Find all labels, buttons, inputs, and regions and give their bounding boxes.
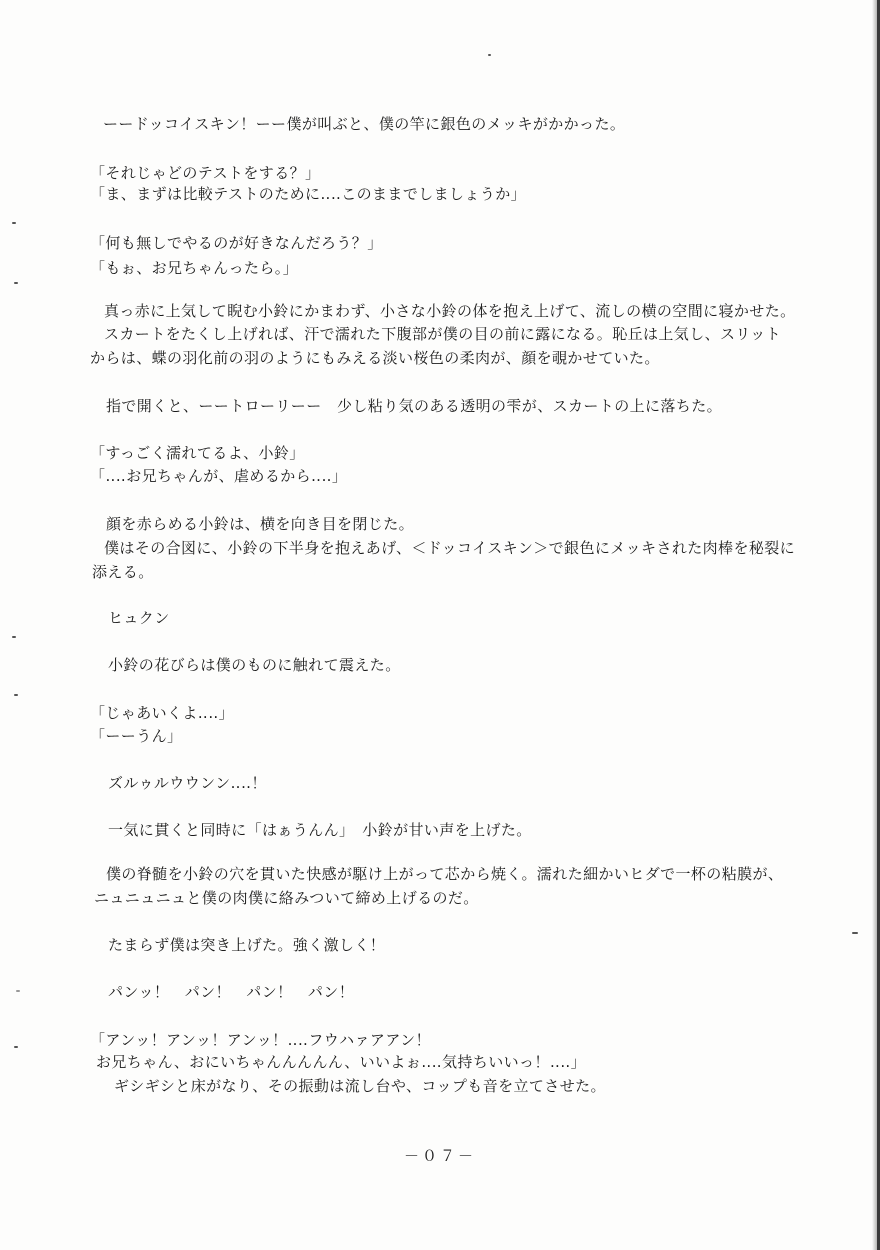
text-line: 「ーーうん」 [90,727,183,745]
text-line: 真っ赤に上気して睨む小鈴にかまわず、小さな小鈴の体を抱え上げて、流しの横の空間に寝かせた。 [104,302,796,320]
scan-speck [16,990,20,992]
text-line: 「すっごく濡れてるよ、小鈴」 [90,444,305,462]
scan-speck [12,222,16,224]
text-line: たまらず僕は突き上げた。強く激しく！ [108,936,386,954]
scan-speck [852,932,858,934]
text-line: 顔を赤らめる小鈴は、横を向き目を閉じた。 [106,515,415,533]
text-line: 指で開くと、ーートローリーー 少し粘り気のある透明の雫が、スカートの上に落ちた。 [106,397,723,415]
scan-speck [14,282,18,284]
text-line: 「何も無しでやるのが好きなんだろう？」 [90,234,383,252]
text-line: 「‥‥お兄ちゃんが、虐めるから‥‥」 [90,467,348,485]
scan-speck [12,636,16,638]
scan-speck [14,694,18,696]
page-number: －０７－ [403,1147,476,1165]
text-line: 「アンッ！アンッ！アンッ！‥‥フウハァアアン！ [90,1031,431,1049]
text-line: ズルゥルウウンン‥‥！ [108,774,267,792]
text-line: 僕はその合図に、小鈴の下半身を抱えあげ、＜ドッコイスキン＞で銀色にメッキされた肉棒を秘裂に [104,539,796,557]
text-line: 添える。 [92,563,154,581]
text-line: ヒュクン [108,609,170,627]
text-line: スカートをたくし上げれば、汗で濡れた下腹部が僕の目の前に露になる。恥丘は上気し、スリット [104,325,782,343]
text-line: 僕の脊髄を小鈴の穴を貫いた快感が駆け上がって芯から焼く。濡れた細かいヒダで一杯の粘膜が、 [106,865,784,883]
text-line: からは、蝶の羽化前の羽のようにもみえる淡い桜色の柔肉が、顔を覗かせていた。 [90,349,660,367]
text-line: 「じゃあいくよ‥‥」 [90,704,235,722]
text-line: 小鈴の花びらは僕のものに触れて震えた。 [108,656,401,674]
text-line: ーードッコイスキン！ーー僕が叫ぶと、僕の竿に銀色のメッキがかかった。 [103,115,626,133]
text-line: 一気に貫くと同時に「はぁうんん」 小鈴が甘い声を上げた。 [108,821,532,839]
scan-speck [488,54,491,56]
text-line: ニュニュニュと僕の肉僕に絡みついて締め上げるのだ。 [94,889,479,907]
text-line: 「ま、まずは比較テストのために‥‥このままでしましょうか」 [90,185,527,203]
scan-speck [14,1046,18,1048]
text-line: ギシギシと床がなり、その振動は流し台や、コップも音を立てさせた。 [114,1077,606,1095]
text-line: 「もぉ、お兄ちゃんったら。」 [90,259,299,277]
text-line: パンッ！ パン！ パン！ パン！ [108,983,355,1001]
text-line: お兄ちゃん、おにいちゃんんんんん、いいよぉ‥‥気持ちいいっ！‥‥」 [96,1053,587,1071]
text-line: 「それじゃどのテストをする？」 [90,164,321,182]
